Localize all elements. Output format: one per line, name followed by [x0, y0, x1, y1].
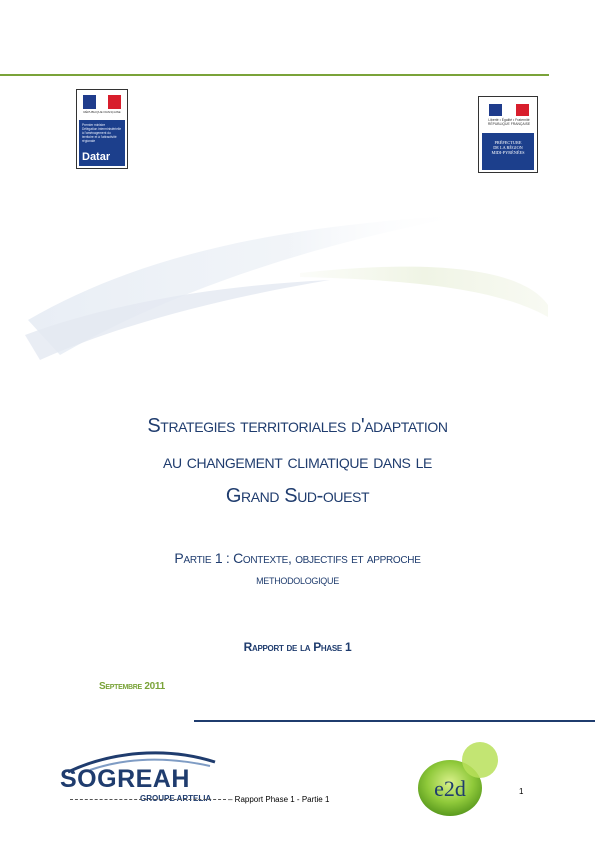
- e2d-logo: [414, 740, 504, 818]
- subtitle-line-2: methodologique: [256, 572, 339, 587]
- datar-republic-text: RÉPUBLIQUE FRANÇAISE: [83, 110, 121, 114]
- french-flag-icon: [489, 104, 529, 116]
- title-line-2: au changement climatique dans le: [163, 451, 432, 473]
- prefecture-line-1: PRÉFECTURE: [494, 140, 522, 145]
- prefecture-logo: [478, 96, 538, 173]
- french-flag-icon: [83, 95, 121, 109]
- decorative-swoosh: [0, 205, 595, 375]
- prefecture-republic-text: Liberté • Égalité • Fraternité RÉPUBLIQUE FRANÇAISE: [487, 118, 531, 126]
- report-phase: Rapport de la Phase 1: [243, 640, 352, 654]
- bottom-divider: [194, 720, 595, 722]
- datar-detail: Délégation interministérielle à l'aménagement du territoire et à l'attractivité régionale: [82, 127, 122, 143]
- subtitle-line-1: Partie 1 : Contexte, objectifs et approche: [174, 550, 421, 566]
- prefecture-blue-panel: [482, 133, 534, 170]
- title-line-1: Strategies territoriales d'adaptation: [147, 415, 448, 437]
- e2d-wordmark: e2d: [434, 776, 466, 801]
- top-divider: [0, 74, 549, 76]
- footer-dashes: [70, 799, 226, 800]
- datar-wordmark: Datar: [82, 151, 111, 163]
- prefecture-line-3: MIDI-PYRÉNÉES: [491, 150, 525, 156]
- prefecture-line-2: DE LA RÉGION: [493, 145, 523, 151]
- datar-logo: [76, 89, 128, 169]
- page-number: 1: [519, 787, 524, 796]
- report-date: Septembre 2011: [99, 681, 165, 692]
- sogreah-wordmark: SOGREAH: [60, 765, 190, 793]
- footer-text: – Rapport Phase 1 - Partie 1: [228, 795, 330, 804]
- sogreah-group-label: GROUPE ARTELIA: [140, 794, 212, 803]
- title-line-3: Grand Sud-ouest: [225, 485, 370, 507]
- datar-blue-panel: [79, 120, 125, 166]
- datar-subtitle: Premier ministre: [82, 123, 106, 127]
